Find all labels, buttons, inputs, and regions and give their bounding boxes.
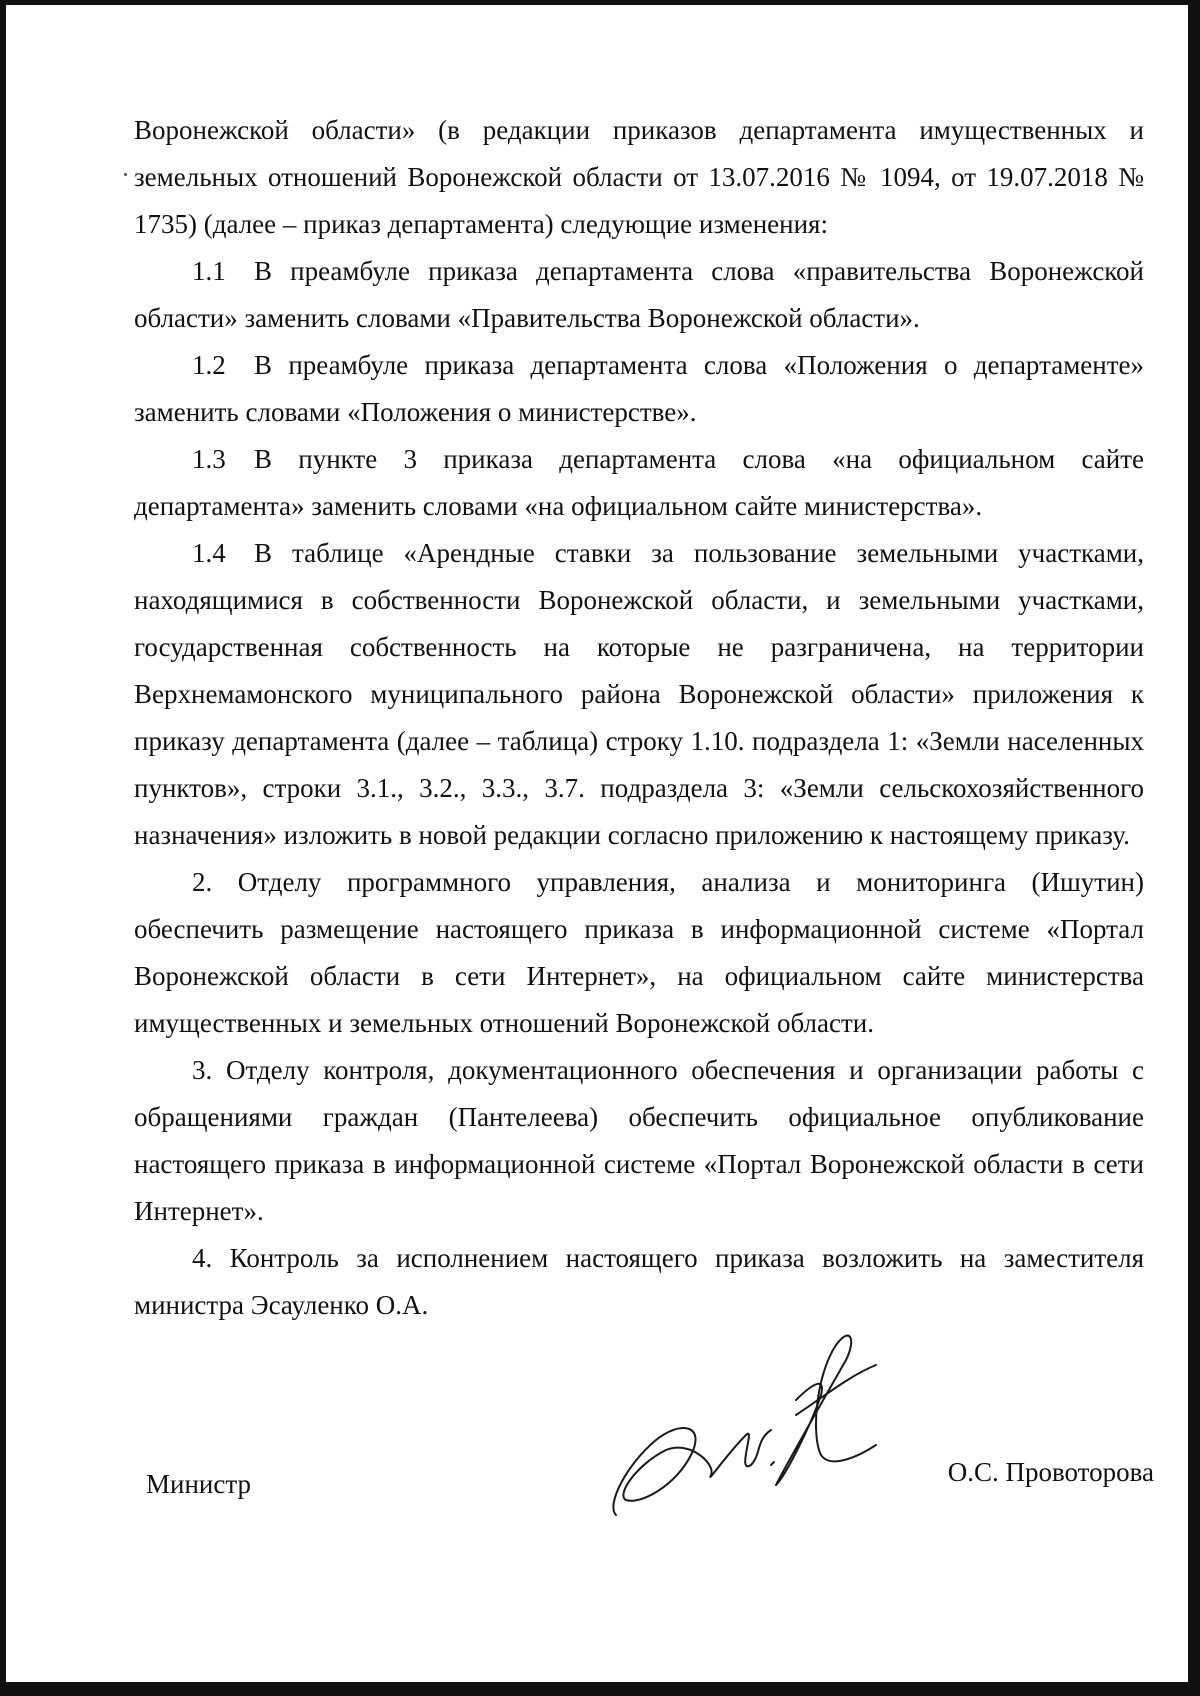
item-number: 1.2 xyxy=(192,350,226,380)
handwritten-signature xyxy=(596,1315,896,1525)
paragraph-intro: Воронежской области» (в редакции приказов департамента имущественных и земельных отношений Воронежской области от 13.07.2016 № 1094, от 19.07.2018 № 1735) (далее – приказ департамента) следующие изменения: xyxy=(134,115,1144,239)
paragraph-text: В пункте 3 приказа департамента слова «на официальном сайте департамента» заменить словами «на официальном сайте министерства». xyxy=(134,444,1144,521)
document-body xyxy=(134,107,1144,1329)
signatory-name: О.С. Провоторова xyxy=(947,1457,1154,1487)
signatory-role: Министр xyxy=(146,1469,251,1499)
item-number: 1.1 xyxy=(192,256,226,286)
paragraph-1-2 xyxy=(134,342,1144,436)
paragraph-text: В таблице «Арендные ставки за пользование земельными участками, находящимися в собственности Воронежской области, и земельными участками, государственная собственность на которые не разграничена, на территории Верхнемамонского муниципального района Воронежской области» приложения к приказу департамента (далее – таблица) строку 1.10. подраздела 1: «Земли населенных пунктов», строки 3.1., 3.2., 3.3., 3.7. подраздела 3: «Земли сельскохозяйственного назначения» изложить в новой редакции согласно приложению к настоящему приказу. xyxy=(134,538,1144,850)
paragraph-4: 4. Контроль за исполнением настоящего приказа возложить на заместителя министра Эсауленко О.А. xyxy=(134,1243,1144,1320)
paragraph-1-3 xyxy=(134,436,1144,530)
item-number: 1.4 xyxy=(192,538,226,568)
item-number: 1.3 xyxy=(192,444,226,474)
paragraph-2: 2. Отделу программного управления, анализа и мониторинга (Ишутин) обеспечить размещение настоящего приказа в информационной системе «Портал Воронежской области в сети Интернет», на официальном сайте министерства имущественных и земельных отношений Воронежской области. xyxy=(134,867,1144,1038)
paragraph-1-1 xyxy=(134,248,1144,342)
scan-speck xyxy=(124,173,127,176)
paragraph-3: 3. Отделу контроля, документационного обеспечения и организации работы с обращениями граждан (Пантелеева) обеспечить официальное опубликование настоящего приказа в информационной системе «Портал Воронежской области в сети Интернет». xyxy=(134,1055,1144,1226)
paragraph-text: В преамбуле приказа департамента слова «правительства Воронежской области» заменить словами «Правительства Воронежской области». xyxy=(134,256,1144,333)
paragraph-text: В преамбуле приказа департамента слова «Положения о департаменте» заменить словами «Положения о министерстве». xyxy=(134,350,1144,427)
paragraph-1-4 xyxy=(134,530,1144,859)
